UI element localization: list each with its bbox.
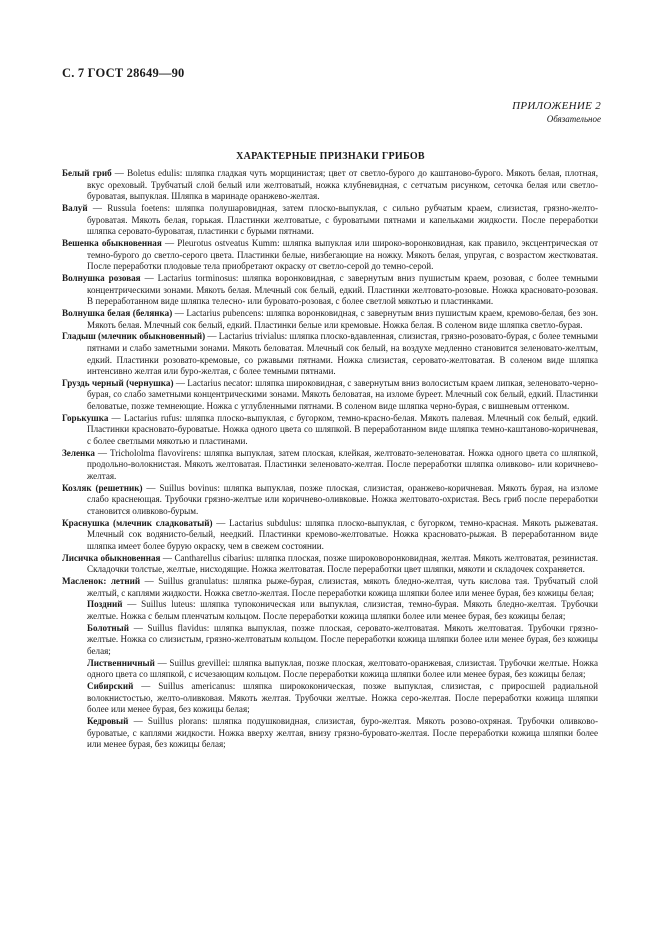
subentry-dash: — [154, 657, 170, 668]
entry-latin: Russula foetens [107, 202, 168, 213]
entry-gruzd-chernyi [62, 378, 598, 413]
subentry-bolotnyi [62, 623, 598, 658]
entry-name: Волнушка белая (белянка) [62, 307, 173, 318]
subentry-dash: — [129, 622, 148, 633]
subentry-text: : шляпка подушковидная, слизистая, буро-желтая. Мякоть розово-охряная. Трубочки оливково-буроватые, с каплями жидкости. Ножка вверху желтая, внизу грязно-буровато-желтая. После переработки кожица шляпки более или менее бурая, без кожицы белая; [87, 715, 598, 750]
subentry-listvennichnyi [62, 658, 598, 681]
entry-name: Горькушка [62, 412, 109, 423]
subentry-text: : шляпка ширококоническая, позже выпуклая, слизистая, с приросшей радиальной волокнистостью, желто-оливковая. Мякоть желтая. Трубочки желтые. Ножка серо-желтая. После переработки кожица шляпки более или менее бурая, без кожицы белая; [87, 680, 599, 715]
entry-text: : шляпка плоско-вдавленная, слизистая, грязно-розовато-бурая, с более темными пятнами и слабо заметными зонами. Мякоть беловатая. Млечный сок белый, на воздухе медленно становится зеленовато-желтым, едкий. Пластинки розовато-кремовые, со ржавыми пятнами. Ножка слизистая, серовато-желтоватая. В соленом виде шляпка интенсивно желтая или буро-желтая, с более темными пятнами. [87, 331, 598, 377]
subentry-name: Лиственничный [87, 657, 155, 668]
entry-dash: — [160, 552, 175, 563]
entry-maslenok-letnii [62, 576, 598, 599]
entry-name: Лисичка обыкновенная [62, 552, 161, 563]
subentry-kedrovyi [62, 716, 598, 751]
entry-krasnushka [62, 518, 598, 553]
entry-dash: — [87, 202, 108, 213]
entry-dash: — [108, 412, 124, 423]
subentry-text: : шляпка выпуклая, позже плоская, серовато-желтоватая. Мякоть желтоватая. Трубочки грязно-желтые. Ножка со слизистым, грязно-желтоватым кольцом. После переработки кожица шляпки более или менее бурая, без кожицы белая; [87, 622, 599, 656]
entry-latin: Lactarius pubencens [186, 307, 262, 318]
appendix-status: Обязательное [546, 114, 601, 124]
entry-name: Зеленка [62, 447, 95, 458]
entry-text: : шляпка полушаровидная, затем плоско-выпуклая, с сильно рубчатым краем, слизистая, грязно-желто-буроватая. Мякоть белая, горькая. Пластинки желтоватые, с буроватыми пятнами и капельками жидкости. После переработки шляпка серовато-буроватая, пластинки с бурыми пятнами. [87, 202, 598, 237]
subentry-name: Поздний [87, 599, 123, 610]
entry-dash: — [94, 447, 111, 458]
entry-latin: Trichololma flavovirens [110, 447, 199, 458]
subentry-name: Кедровый [87, 715, 129, 726]
entry-name: Вешенка обыкновенная [62, 237, 162, 248]
entry-text: : шляпка выпуклая, позже плоская, слизистая, оранжево-коричневая. Мякоть бурая, на изломе слабо краснеющая. Трубочки грязно-желтые или коричнево-оливковые. Ножка желтовато-охристая. Весь гриб после переработки становится оливково-бурым. [87, 482, 599, 517]
entry-dash: — [161, 237, 178, 248]
entry-zelenka [62, 448, 598, 483]
appendix-label: ПРИЛОЖЕНИЕ 2 [512, 100, 601, 112]
entry-name: Валуй [62, 202, 88, 213]
entry-dash: — [212, 517, 230, 528]
entry-dash: — [172, 307, 187, 318]
subentry-dash: — [122, 599, 142, 610]
entry-text: : шляпка воронковидная, с завернутым вниз пушистым краем, кремово-белая, без зон. Мякоть белая. Млечный сок белый, едкий. Пластинки белые или кремовые. Ножка белая. В соленом виде шляпка светло-бурая. [87, 307, 598, 330]
subentry-pozdnii [62, 599, 598, 622]
subentry-dash: — [128, 715, 148, 726]
entry-latin: Lactarius necator [187, 377, 251, 388]
entry-text: : шляпка выпуклая или широко-воронковидная, как правило, эксцентрическая от темно-бурого до светло-серого цвета. Пластинки белые, низбегающие на ножку. Мякоть белая, упругая, с возрастом жестковатая. После переработки плодовые тела приобретают окраску от светло-серой до темно-серой. [87, 237, 598, 272]
entry-name: Краснушка (млечник сладковатый) [62, 517, 213, 528]
entry-dash: — [140, 575, 159, 586]
subentry-latin: Suillus grevillei [169, 657, 228, 668]
entry-latin: Lactarius rufus [123, 412, 180, 423]
entry-latin: Cantharellus cibarius [174, 552, 252, 563]
entry-gladysh [62, 331, 598, 378]
entry-dash: — [140, 272, 158, 283]
subentry-latin: Suillus plorans [147, 715, 206, 726]
entry-text: : шляпка рыже-бурая, слизистая, мякоть бледно-желтая, чуть кислова тая. Трубчатый слой желтый, с каплями жидкости. Ножка светло-желтая. После переработки кожица шляпки более или менее бурая, без кожицы белая; [87, 575, 598, 598]
entry-text: : шляпка плоско-выпуклая, с бугорком, темно-красная. Мякоть рыжеватая. Млечный сок водянисто-белый, неедкий. Пластинки кремово-желтоватые. Ножка красновато-рыжая. В переработанном виде шляпка имеет более бурую окраску, чем в свежем состоянии. [87, 517, 599, 551]
subentry-text: : шляпка тупоконическая или выпуклая, слизистая, темно-бурая. Мякоть бледно-желтая. Трубочки желтые. Ножка с белым пленчатым кольцом. После переработки кожица шляпки более или менее бурая, без кожицы белая; [87, 599, 599, 621]
entry-text: : шляпка воронковидная, с завернутым вниз пушистым краем, розовая, с более темными концентрическими зонами. Мякоть белая. Млечный сок белый, едкий. Пластинки желтовато-розовые. Ножка красновато-розовая. В переработанном виде шляпка телесно- или буровато-розовая, с более светлой мякотью и пластинками. [87, 272, 598, 307]
entry-name: Груздь черный (чернушка) [62, 377, 174, 388]
entry-volnushka-belaya [62, 308, 598, 331]
entry-dash: — [205, 331, 219, 342]
entry-latin: Lactarius subdulus [229, 517, 299, 528]
entry-latin: Lactarius trivialus [218, 331, 285, 342]
entry-dash: — [111, 168, 128, 178]
entry-latin: Lactarius torminosus [157, 272, 236, 283]
subentry-dash: — [133, 680, 159, 691]
entry-latin: Boletus edulis [127, 168, 180, 178]
entry-valui [62, 203, 598, 238]
subentry-name: Сибирский [87, 680, 134, 691]
entry-text: : шляпка гладкая чуть морщинистая; цвет от светло-бурого до каштаново-бурого. Мякоть белая, плотная, вкус ореховый. Трубчатый слой белый или желтоватый, ножка клубневидная, с сетчатым рисунком, сеточка белая или светло-буроватая, выпуклая. Шляпка в маринаде оранжево-желтая. [87, 168, 598, 202]
subentry-latin: Suillus flavidus [147, 622, 207, 633]
subentry-latin: Suillus americanus [158, 680, 233, 691]
mushroom-list [62, 168, 598, 751]
entry-lisichka [62, 553, 598, 576]
entry-latin: Suillus granulatus [158, 575, 226, 586]
entry-name: Белый гриб [62, 168, 112, 178]
page-header: С. 7 ГОСТ 28649—90 [62, 66, 185, 80]
entry-text: : шляпка выпуклая, затем плоская, клейкая, желтовато-зеленоватая. Ножка одного цвета со шляпкой, продольно-волокнистая. Мякоть желтоватая. Пластинки зеленовато-желтая. После переработки шляпка оливково- или коричнево-желтая. [87, 447, 599, 482]
entry-kozlyak [62, 483, 598, 518]
entry-name: Козляк (решетник) [62, 482, 143, 493]
document-title: ХАРАКТЕРНЫЕ ПРИЗНАКИ ГРИБОВ [236, 151, 425, 162]
appendix-block [512, 99, 601, 125]
entry-name: Гладыш (млечник обыкновенный) [62, 331, 206, 342]
entry-name: Волнушка розовая [62, 272, 141, 283]
entry-name: Масленок: летний [62, 575, 141, 586]
subentry-text: : шляпка выпуклая, позже плоская, желтовато-оранжевая, слизистая. Трубочки желтые. Ножка одного цвета со шляпкой, с исчезающим кольцом. После переработки кожица шляпки более или менее бурая, без кожицы белая; [87, 657, 598, 680]
entry-text: : шляпка плоско-выпуклая, с бугорком, темно-красно-белая. Мякоть палевая. Млечный сок белый, едкий. Пластинки красновато-буроватые. Ножка одного цвета со шляпкой. В переработанном виде шляпка темно-каштаново-коричневая, с более светлыми мякотью и пластинами. [87, 412, 598, 447]
entry-text: : шляпка широковидная, с завернутым вниз волосистым краем липкая, зеленовато-черно-бурая, со слабо заметными концентрическими зонами. Мякоть беловатая, на изломе буреет. Млечный сок белый, едкий. Пластинки беловатые, позже темнеющие. Ножка с углубленными пятнами. В соленом виде шляпка черно-бурая, с вишневым оттенком. [87, 377, 598, 412]
entry-latin: Suillus bovinus [159, 482, 218, 493]
entry-gorkushka [62, 413, 598, 448]
entry-belyi-grib [62, 168, 598, 203]
entry-dash: — [142, 482, 160, 493]
entry-dash: — [173, 377, 188, 388]
entry-volnushka-rozovaya [62, 273, 598, 308]
subentry-sibirskii [62, 681, 598, 716]
entry-text: : шляпка плоская, позже широковоронковидная, желтая. Мякоть желтоватая, резинистая. Складочки толстые, желтые, нисходящие. Ножка желтоватая. После переработки цвет шляпки, мякоти и складочек сохраняется. [87, 552, 598, 575]
subentry-name: Болотный [87, 622, 130, 633]
entry-latin: Pleurotus ostveatus Kumm [177, 237, 278, 248]
entry-veshenka [62, 238, 598, 273]
subentry-latin: Suillus luteus [141, 599, 193, 610]
